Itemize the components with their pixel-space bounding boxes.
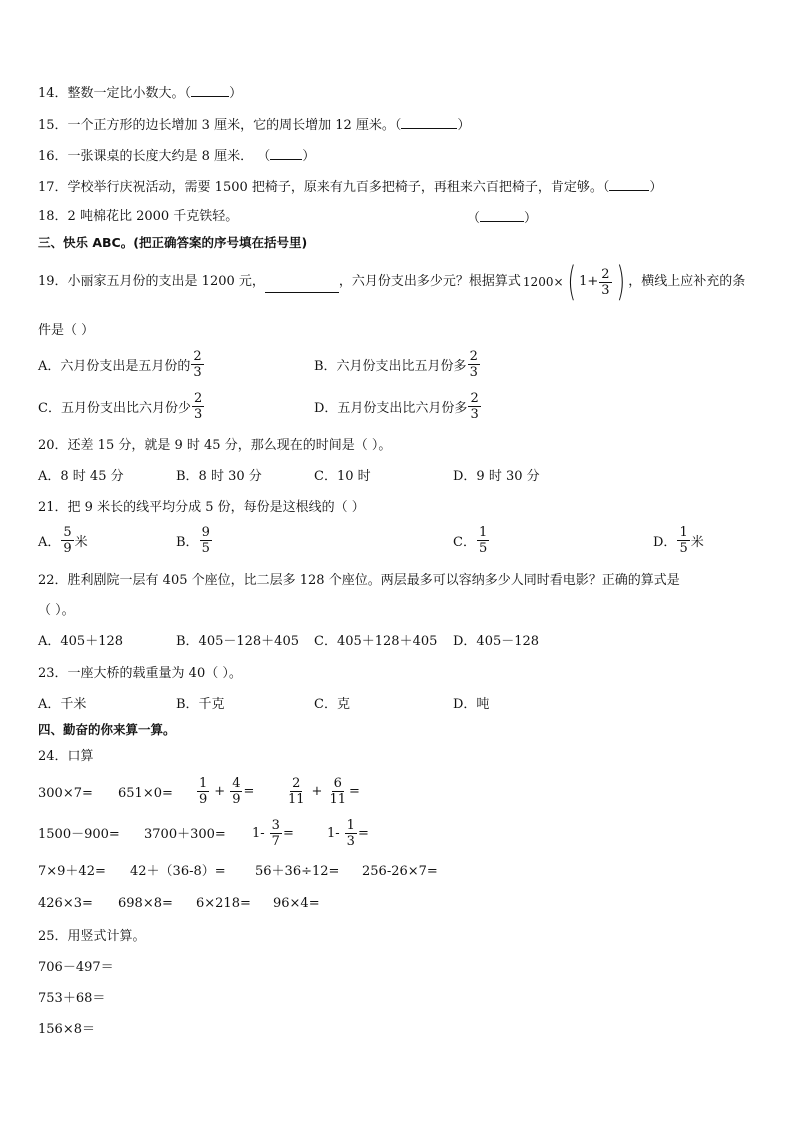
paren-close: ） bbox=[302, 149, 316, 164]
option-label: A．六月份支出是五月份的 bbox=[38, 359, 191, 374]
question-text: 学校举行庆祝活动，需要 1500 把椅子，原来有九百多把椅子，再租来六百把椅子，肯定够。（ bbox=[67, 180, 610, 195]
option-20-c[interactable]: C．10 时 bbox=[314, 469, 371, 484]
option-label: D． bbox=[653, 535, 677, 550]
fraction-numerator: 6 bbox=[333, 776, 342, 791]
equals: = bbox=[282, 826, 294, 841]
calc-item: 7×9＋42= bbox=[38, 864, 106, 879]
calc-item-fraction-sum bbox=[285, 776, 360, 807]
option-fraction bbox=[200, 525, 212, 556]
fraction-denominator: 3 bbox=[601, 282, 610, 298]
option-20-a[interactable]: A．8 时 45 分 bbox=[38, 469, 124, 484]
fraction bbox=[270, 818, 282, 849]
calc-prefix: 1- bbox=[252, 826, 265, 841]
option-19-c[interactable] bbox=[38, 391, 205, 422]
calc-item-fraction-sub bbox=[327, 818, 369, 849]
fraction-numerator: 4 bbox=[232, 776, 241, 791]
calc-item: 3700＋300= bbox=[144, 827, 226, 842]
fraction-numerator: 1 bbox=[199, 776, 208, 791]
option-label: C． bbox=[453, 535, 476, 550]
vertical-calc-item: 706－497＝ bbox=[38, 960, 114, 975]
answer-blank[interactable] bbox=[191, 84, 229, 97]
paren-open: （ bbox=[467, 211, 481, 226]
option-21-b[interactable] bbox=[176, 525, 213, 556]
option-23-a[interactable]: A．千米 bbox=[38, 697, 87, 712]
fraction-denominator: 9 bbox=[199, 792, 208, 807]
question-19 bbox=[38, 259, 746, 305]
option-unit: 米 bbox=[690, 535, 704, 550]
equals: = bbox=[349, 784, 360, 799]
fraction bbox=[327, 776, 348, 807]
fraction-numerator: 2 bbox=[470, 391, 479, 406]
formula-number: 1200× bbox=[522, 275, 564, 289]
operator: + bbox=[214, 784, 226, 799]
option-20-b[interactable]: B．8 时 30 分 bbox=[176, 469, 262, 484]
fraction-denominator: 7 bbox=[271, 834, 280, 849]
vertical-calc-item: 753＋68＝ bbox=[38, 991, 106, 1006]
fraction bbox=[286, 776, 307, 807]
question-number: 19． bbox=[38, 274, 68, 289]
question-14 bbox=[38, 84, 242, 102]
paren-close: ） bbox=[649, 180, 663, 195]
calc-item: 300×7= bbox=[38, 786, 93, 801]
calc-item: 96×4= bbox=[273, 896, 320, 911]
calc-item-fraction-sum bbox=[196, 776, 254, 807]
question-19-continuation: 件是（ ） bbox=[38, 323, 95, 338]
question-text: 整数一定比小数大。（ bbox=[67, 86, 192, 101]
option-label: D．五月份支出比六月份多 bbox=[314, 401, 468, 416]
option-label: C．五月份支出比六月份少 bbox=[38, 401, 191, 416]
fraction-denominator: 11 bbox=[288, 792, 305, 807]
fraction-numerator: 2 bbox=[193, 391, 203, 406]
option-21-c[interactable] bbox=[453, 525, 490, 556]
vertical-calc-item: 156×8＝ bbox=[38, 1022, 95, 1037]
question-23: 23．一座大桥的载重量为 40（ ）。 bbox=[38, 666, 242, 681]
fraction-numerator: 1 bbox=[346, 818, 355, 833]
calc-item: 256-26×7= bbox=[362, 864, 438, 879]
question-16 bbox=[38, 147, 315, 165]
fraction-numerator: 1 bbox=[679, 525, 688, 540]
calc-item: 698×8= bbox=[118, 896, 173, 911]
question-text: 一个正方形的边长增加 3 厘米，它的周长增加 12 厘米。（ bbox=[67, 118, 402, 133]
formula-term: 1+ bbox=[579, 274, 599, 289]
option-21-a[interactable] bbox=[38, 525, 88, 556]
fraction-numerator: 9 bbox=[201, 525, 210, 540]
paren-close: ） bbox=[457, 118, 471, 133]
fraction-denominator: 3 bbox=[470, 407, 479, 422]
answer-blank[interactable] bbox=[270, 147, 302, 160]
paren-close: ） bbox=[229, 86, 243, 101]
option-label: B． bbox=[176, 535, 199, 550]
option-fraction bbox=[191, 349, 203, 380]
fraction bbox=[197, 776, 209, 807]
fraction-numerator: 1 bbox=[478, 525, 488, 540]
question-number: 14． bbox=[38, 86, 68, 101]
option-19-d[interactable] bbox=[314, 391, 482, 422]
fraction-numerator: 3 bbox=[271, 818, 280, 833]
paren-left: ( bbox=[567, 259, 576, 305]
option-fraction bbox=[477, 525, 489, 556]
calc-item: 651×0= bbox=[118, 786, 173, 801]
paren-close: ） bbox=[524, 211, 538, 226]
question-25-title: 25．用竖式计算。 bbox=[38, 929, 146, 944]
calc-item-fraction-sub bbox=[252, 818, 294, 849]
question-number: 15． bbox=[38, 118, 68, 133]
calc-item: 42＋（36-8）= bbox=[130, 864, 226, 879]
question-18 bbox=[38, 209, 238, 225]
question-number: 18． bbox=[38, 209, 68, 224]
calc-prefix: 1- bbox=[327, 826, 340, 841]
option-unit: 米 bbox=[74, 535, 88, 550]
question-number: 16． bbox=[38, 149, 68, 164]
option-label: B．六月份支出比五月份多 bbox=[314, 359, 467, 374]
question-text: 一张课桌的长度大约是 8 厘米． （ bbox=[67, 149, 271, 164]
answer-blank[interactable] bbox=[480, 209, 524, 222]
option-fraction bbox=[192, 391, 204, 422]
question-17 bbox=[38, 178, 662, 196]
question-22: 22．胜利剧院一层有 405 个座位，比二层多 128 个座位。两层最多可以容纳多少人同时看电影？正确的算式是 bbox=[38, 573, 680, 588]
answer-blank[interactable] bbox=[609, 178, 649, 191]
option-fraction bbox=[61, 525, 73, 556]
option-23-c[interactable]: C．克 bbox=[314, 697, 350, 712]
option-22-b[interactable]: B．405－128＋405 bbox=[176, 634, 299, 649]
question-18-answer bbox=[467, 209, 537, 227]
section-3-title: 三、快乐 ABC。(把正确答案的序号填在括号里) bbox=[38, 235, 308, 250]
fraction bbox=[345, 818, 357, 849]
question-20: 20．还差 15 分，就是 9 时 45 分，那么现在的时间是（ ）。 bbox=[38, 438, 392, 453]
calc-item: 1500－900= bbox=[38, 827, 120, 842]
fraction-numerator: 2 bbox=[292, 776, 301, 791]
option-22-a[interactable]: A．405＋128 bbox=[38, 634, 124, 649]
option-19-b[interactable] bbox=[314, 349, 481, 380]
answer-blank[interactable] bbox=[265, 280, 339, 293]
fraction-denominator: 5 bbox=[478, 541, 488, 556]
operator: + bbox=[311, 784, 323, 799]
question-22-continuation: （ ）。 bbox=[38, 603, 75, 618]
paren-right: ) bbox=[616, 259, 625, 305]
fraction-denominator: 5 bbox=[679, 541, 688, 556]
option-23-b[interactable]: B．千克 bbox=[176, 697, 225, 712]
section-4-title: 四、勤奋的你来算一算。 bbox=[38, 722, 176, 737]
fraction-numerator: 2 bbox=[601, 266, 610, 282]
option-23-d[interactable]: D．吨 bbox=[453, 697, 490, 712]
calc-item: 426×3= bbox=[38, 896, 93, 911]
fraction-denominator: 5 bbox=[201, 541, 210, 556]
calc-item: 6×218= bbox=[196, 896, 251, 911]
question-text: 2 吨棉花比 2000 千克铁轻。 bbox=[67, 209, 239, 224]
option-22-c[interactable]: C．405＋128＋405 bbox=[314, 634, 438, 649]
equals: = bbox=[357, 826, 369, 841]
option-fraction bbox=[468, 391, 480, 422]
option-fraction bbox=[468, 349, 480, 380]
fraction-denominator: 9 bbox=[232, 792, 241, 807]
fraction bbox=[230, 776, 242, 807]
option-22-d[interactable]: D．405－128 bbox=[453, 634, 540, 649]
option-21-d[interactable] bbox=[653, 525, 704, 556]
fraction-denominator: 3 bbox=[193, 365, 202, 380]
option-label: A． bbox=[38, 535, 61, 550]
fraction-denominator: 3 bbox=[469, 365, 478, 380]
option-19-a[interactable] bbox=[38, 349, 205, 380]
option-fraction bbox=[677, 525, 689, 556]
fraction-denominator: 9 bbox=[63, 541, 72, 556]
answer-blank[interactable] bbox=[401, 116, 457, 129]
question-text: ，横线上应补充的条 bbox=[628, 274, 746, 289]
fraction-denominator: 3 bbox=[193, 407, 203, 422]
fraction-numerator: 2 bbox=[193, 349, 202, 364]
question-15 bbox=[38, 116, 470, 134]
formula-fraction bbox=[599, 267, 611, 298]
question-text: ，六月份支出多少元？根据算式 bbox=[338, 274, 521, 289]
question-21: 21．把 9 米长的线平均分成 5 份，每份是这根线的（ ） bbox=[38, 500, 365, 515]
question-24-title: 24．口算 bbox=[38, 749, 94, 764]
equals: = bbox=[243, 784, 255, 799]
fraction-numerator: 2 bbox=[469, 349, 478, 364]
calc-item: 56＋36÷12= bbox=[255, 864, 340, 879]
fraction-numerator: 5 bbox=[63, 525, 72, 540]
question-text: 小丽家五月份的支出是 1200 元， bbox=[67, 274, 265, 289]
question-number: 17． bbox=[38, 180, 68, 195]
option-20-d[interactable]: D．9 时 30 分 bbox=[453, 469, 540, 484]
fraction-denominator: 11 bbox=[329, 792, 346, 807]
fraction-denominator: 3 bbox=[346, 834, 355, 849]
